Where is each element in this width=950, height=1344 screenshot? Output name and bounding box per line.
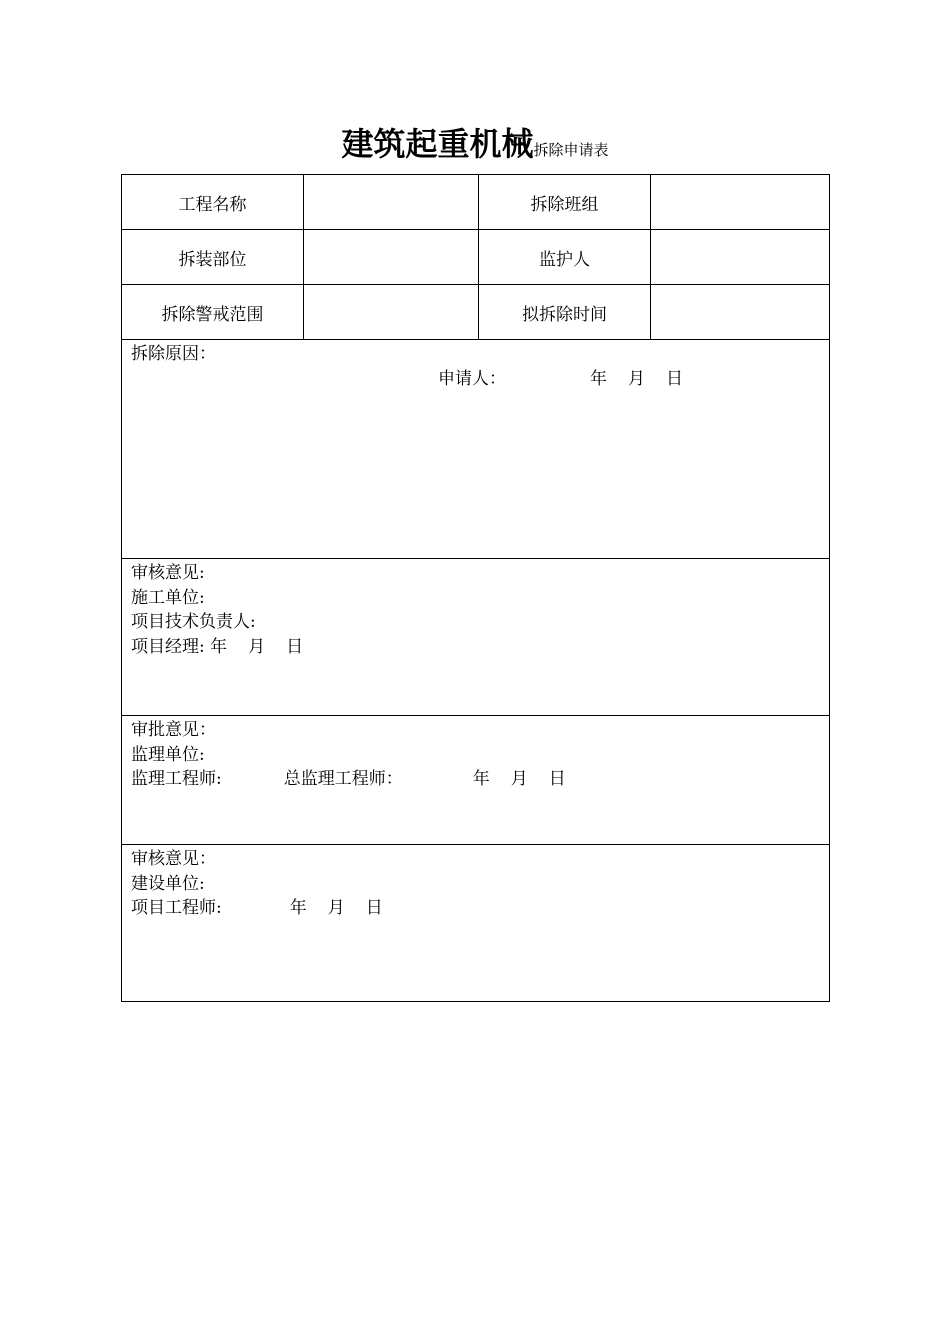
owner-engineer-label: 项目工程师: xyxy=(131,898,222,918)
form-title-sub: 拆除申请表 xyxy=(533,141,609,159)
approval-day: 日 xyxy=(548,769,566,789)
guardian-label: 监护人 xyxy=(479,230,651,285)
form-row-review xyxy=(122,559,830,716)
form-row-project xyxy=(122,175,830,230)
supervision-engineer-label: 监理工程师: xyxy=(131,769,222,789)
manager-signature-line xyxy=(131,635,820,660)
review-label: 审核意见: xyxy=(131,563,205,583)
guardian-field[interactable] xyxy=(651,230,830,285)
planned-time-field[interactable] xyxy=(651,285,830,340)
form-title-main: 建筑起重机械 xyxy=(341,125,534,163)
application-form-table xyxy=(121,174,830,1002)
owner-day: 日 xyxy=(365,898,383,918)
cordon-label: 拆除警戒范围 xyxy=(122,285,304,340)
reason-month: 月 xyxy=(628,368,645,389)
applicant-label: 申请人： xyxy=(438,368,506,389)
owner-month: 月 xyxy=(327,898,345,918)
review-section[interactable] xyxy=(122,559,830,716)
manager-label: 项目经理: 年 xyxy=(131,636,228,657)
approval-month: 月 xyxy=(510,769,528,789)
approval-section[interactable] xyxy=(122,716,830,845)
team-label: 拆除班组 xyxy=(479,175,651,230)
planned-time-label: 拟拆除时间 xyxy=(479,285,651,340)
location-label: 拆装部位 xyxy=(122,230,304,285)
approval-label: 审批意见： xyxy=(131,720,216,740)
review-day: 日 xyxy=(286,636,304,657)
project-name-field[interactable] xyxy=(304,175,479,230)
owner-signature-line xyxy=(131,896,820,921)
owner-year: 年 xyxy=(289,898,307,918)
applicant-signature-line xyxy=(131,367,820,392)
form-row-cordon xyxy=(122,285,830,340)
cordon-field[interactable] xyxy=(304,285,479,340)
form-title xyxy=(0,125,950,163)
approval-year: 年 xyxy=(472,769,490,789)
construction-unit-label: 施工单位: xyxy=(131,587,205,608)
location-field[interactable] xyxy=(304,230,479,285)
form-row-reason xyxy=(122,340,830,559)
owner-review-label: 审核意见： xyxy=(131,849,216,869)
form-row-location xyxy=(122,230,830,285)
project-name-label: 工程名称 xyxy=(122,175,304,230)
owner-unit-label: 建设单位: xyxy=(131,873,205,894)
reason-label: 拆除原因： xyxy=(131,344,216,364)
form-row-owner xyxy=(122,845,830,1002)
reason-section[interactable] xyxy=(122,340,830,559)
form-row-approval xyxy=(122,716,830,845)
team-field[interactable] xyxy=(651,175,830,230)
reason-day: 日 xyxy=(666,368,683,389)
reason-year: 年 xyxy=(590,368,607,389)
chief-engineer-label: 总监理工程师： xyxy=(283,769,403,789)
owner-section[interactable] xyxy=(122,845,830,1002)
approval-signature-line xyxy=(131,767,820,792)
supervision-unit-label: 监理单位: xyxy=(131,744,205,765)
tech-lead-label: 项目技术负责人: xyxy=(131,612,256,632)
review-month: 月 xyxy=(248,636,266,657)
